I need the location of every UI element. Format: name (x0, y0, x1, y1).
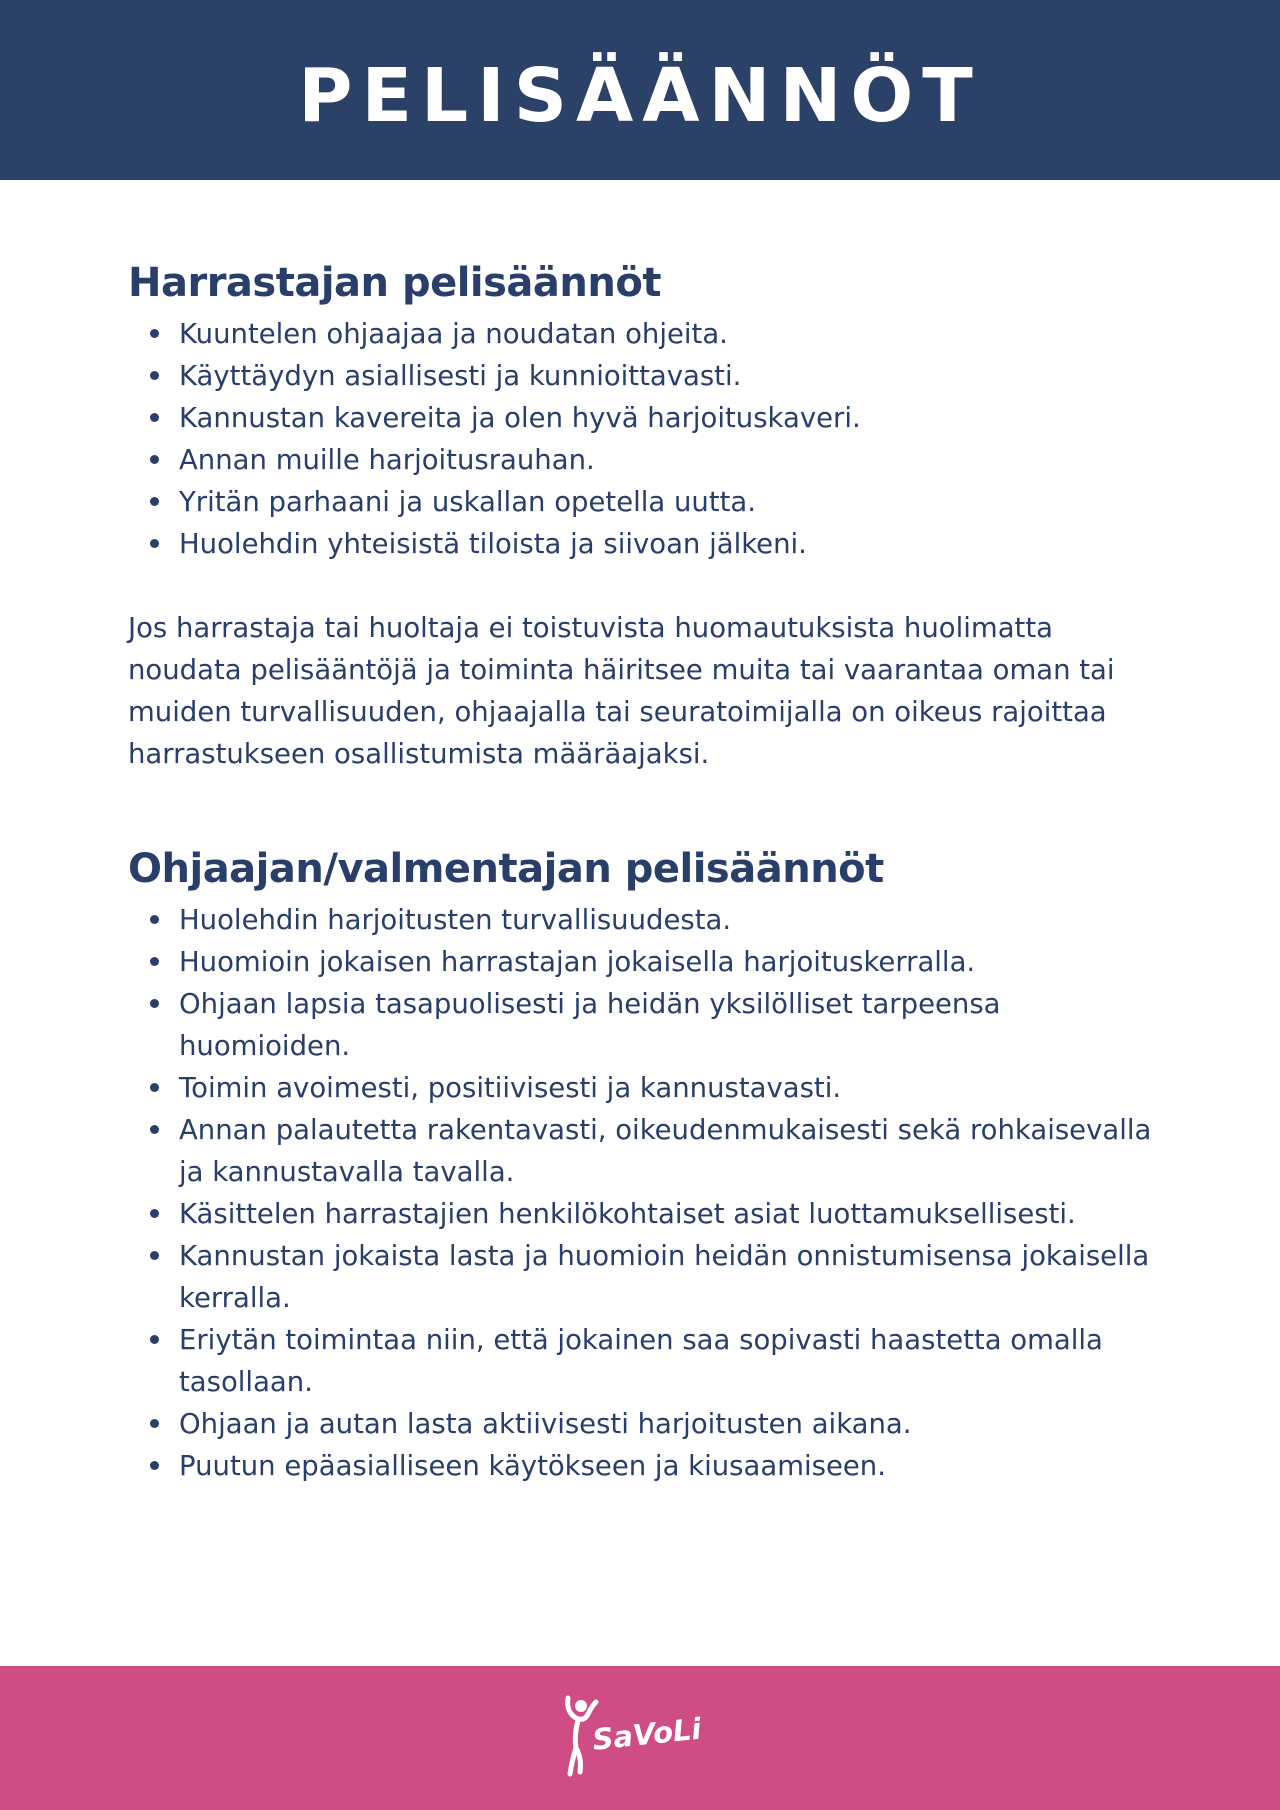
list-item: Käsittelen harrastajien henkilökohtaiset asiat luottamuksellisesti. (179, 1193, 1168, 1235)
main-content (128, 255, 1168, 1487)
savoli-logo (560, 1692, 703, 1782)
list-item: Ohjaan lapsia tasapuolisesti ja heidän yksilölliset tarpeensa huomioiden. (179, 983, 1168, 1067)
page-header (0, 0, 1280, 180)
list-item: Yritän parhaani ja uskallan opetella uutta. (179, 481, 1168, 523)
list-item: Kannustan jokaista lasta ja huomioin heidän onnistumisensa jokaisella kerralla. (179, 1235, 1168, 1319)
list-item: Annan palautetta rakentavasti, oikeudenmukaisesti sekä rohkaisevalla ja kannustavalla tavalla. (179, 1109, 1168, 1193)
page-title: PELISÄÄNNÖT (298, 53, 982, 139)
list-item: Kuuntelen ohjaajaa ja noudatan ohjeita. (179, 313, 1168, 355)
coach-rules-list (128, 899, 1168, 1487)
list-item: Käyttäydyn asiallisesti ja kunnioittavasti. (179, 355, 1168, 397)
restriction-paragraph: Jos harrastaja tai huoltaja ei toistuvista huomautuksista huolimatta noudata pelisääntöjä ja toiminta häiritsee muita tai vaarantaa oman tai muiden turvallisuuden, ohjaajalla tai seuratoimijalla on oikeus rajoittaa harrastukseen osallistumista määräajaksi. (128, 612, 1115, 770)
list-item: Huolehdin yhteisistä tiloista ja siivoan jälkeni. (179, 523, 1168, 565)
list-item: Huomioin jokaisen harrastajan jokaisella harjoituskerralla. (179, 941, 1168, 983)
list-item: Toimin avoimesti, positiivisesti ja kannustavasti. (179, 1067, 1168, 1109)
list-item: Kannustan kavereita ja olen hyvä harjoituskaveri. (179, 397, 1168, 439)
logo-text: SaVoLi (590, 1711, 703, 1757)
participant-rules-section (128, 255, 1168, 775)
list-item: Annan muille harjoitusrauhan. (179, 439, 1168, 481)
list-item: Eriytän toimintaa niin, että jokainen saa sopivasti haastetta omalla tasollaan. (179, 1319, 1168, 1403)
list-item: Ohjaan ja autan lasta aktiivisesti harjoitusten aikana. (179, 1403, 1168, 1445)
list-item: Huolehdin harjoitusten turvallisuudesta. (179, 899, 1168, 941)
coach-rules-section (128, 841, 1168, 1487)
page-footer (0, 1666, 1280, 1810)
participant-rules-list (128, 313, 1168, 565)
participant-rules-heading: Harrastajan pelisäännöt (128, 260, 661, 306)
list-item: Puutun epäasialliseen käytökseen ja kiusaamiseen. (179, 1445, 1168, 1487)
coach-rules-heading: Ohjaajan/valmentajan pelisäännöt (128, 846, 884, 892)
